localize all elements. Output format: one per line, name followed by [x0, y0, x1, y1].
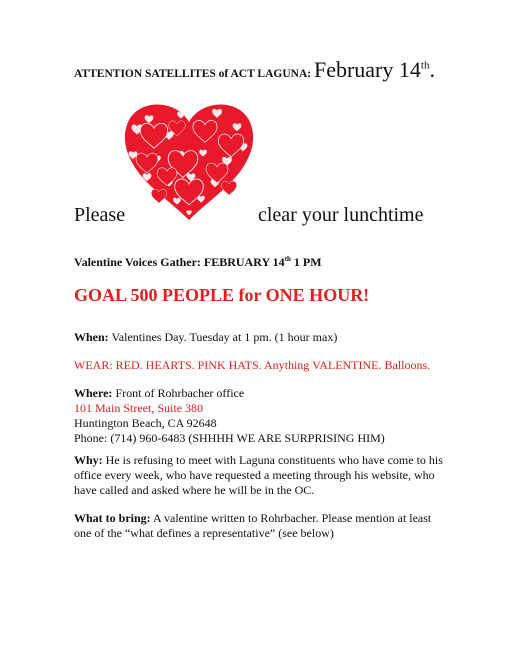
- why-section: [74, 453, 444, 498]
- wear-section: [74, 358, 444, 373]
- gather-suffix: 1 PM: [290, 255, 322, 269]
- where-city: Huntington Beach, CA 92648: [74, 416, 217, 430]
- heart-of-hearts-icon: [119, 98, 259, 222]
- gather-prefix: Valentine Voices Gather: FEBRUARY 14: [74, 255, 285, 269]
- wear-label: WEAR: [74, 358, 110, 372]
- when-section: [74, 330, 444, 345]
- title-prefix: ATTENTION SATELLITES of ACT LAGUNA:: [74, 68, 312, 80]
- goal-heading: GOAL 500 PEOPLE for ONE HOUR!: [74, 285, 370, 305]
- bring-section: [74, 511, 444, 541]
- where-street: 101 Main Street, Suite 380: [74, 401, 203, 415]
- gather-heading: [74, 255, 322, 270]
- gather-sup: th: [284, 255, 291, 263]
- flyer-title: [74, 57, 435, 83]
- when-label: When:: [74, 330, 109, 344]
- where-section: [74, 386, 444, 446]
- title-date-sup: th: [420, 59, 430, 72]
- where-label: Where:: [74, 386, 113, 400]
- where-phone: Phone: (714) 960-6483 (SHHHH WE ARE SURPRISING HIM): [74, 431, 385, 445]
- why-line-2: office every week, who have requested a meeting through his website, who: [74, 468, 435, 482]
- clear-lunchtime-text: clear your lunchtime: [258, 204, 424, 226]
- title-date-end: .: [429, 57, 435, 82]
- when-text: Valentines Day. Tuesday at 1 pm. (1 hour max): [108, 330, 338, 344]
- wear-text: : RED. HEARTS. PINK HATS. Anything VALENTINE. Balloons.: [109, 358, 431, 372]
- bring-line-1: A valentine written to Rohrbacher. Please mention at least: [150, 511, 432, 525]
- bring-line-2: one of the “what defines a representative” (see below): [74, 526, 334, 540]
- where-office: Front of Rohrbacher office: [112, 386, 245, 400]
- why-label: Why:: [74, 453, 103, 467]
- why-line-1: He is refusing to meet with Laguna constituents who have come to his: [102, 453, 443, 467]
- title-date-main: February 14: [313, 57, 421, 82]
- why-line-3: have called and asked where he will be in the OC.: [74, 483, 315, 497]
- title-date: [314, 57, 435, 82]
- please-text: Please: [74, 204, 126, 226]
- bring-label: What to bring:: [74, 511, 151, 525]
